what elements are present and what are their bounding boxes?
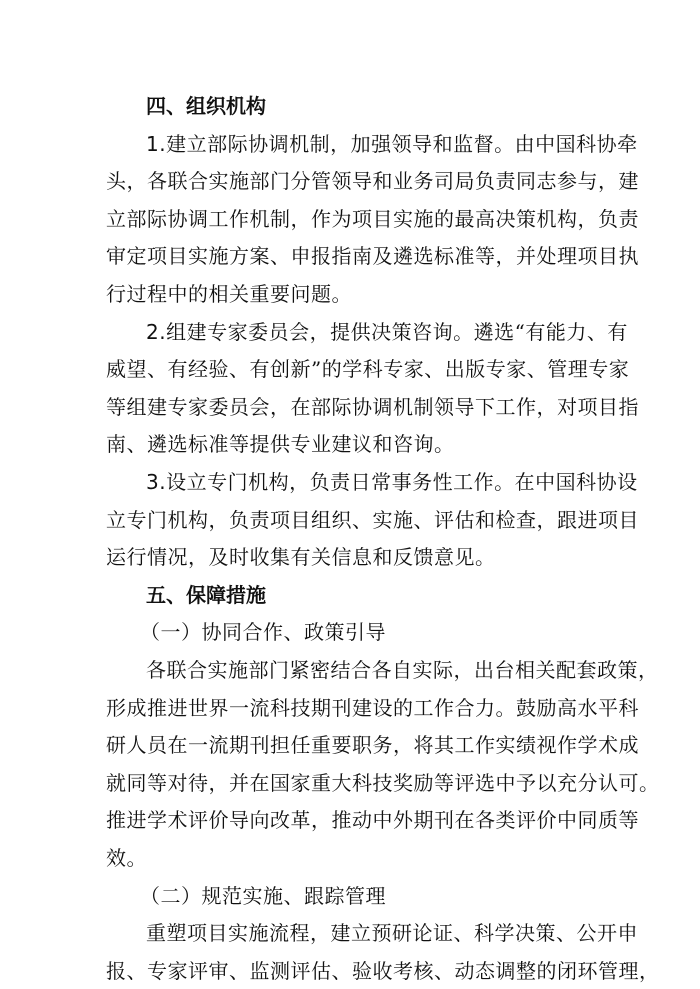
paragraph-2-line-2: 威望、有经验、有创新”的学科专家、出版专家、管理专家 bbox=[106, 357, 630, 381]
subsection-2-line-2: 报、专家评审、监测评估、验收考核、动态调整的闭环管理， bbox=[106, 959, 660, 983]
paragraph-2-line-3: 等组建专家委员会，在部际协调机制领导下工作，对项目指 bbox=[106, 395, 639, 419]
paragraph-2-text: 遴选“有能力、有 bbox=[473, 320, 628, 344]
paragraph-1-text: 由中国科协牵 bbox=[514, 132, 638, 156]
paragraph-3-line-2: 立专门机构，负责项目组织、实施、评估和检查，跟进项目 bbox=[106, 508, 639, 532]
paragraph-1-line-1 bbox=[0, 126, 700, 162]
paragraph-2-line-1 bbox=[0, 314, 700, 350]
section-4-heading: 四、组织机构 bbox=[146, 94, 266, 118]
section-5-heading: 五、保障措施 bbox=[146, 583, 266, 607]
subsection-1-line-2: 形成推进世界一流科技期刊建设的工作合力。鼓励高水平科 bbox=[106, 696, 639, 720]
subsection-1-line-1: 各联合实施部门紧密结合各自实际，出台相关配套政策， bbox=[146, 658, 659, 682]
paragraph-1-line-2: 头，各联合实施部门分管领导和业务司局负责同志参与，建 bbox=[106, 169, 639, 193]
subsection-1-heading: （一）协同合作、政策引导 bbox=[140, 620, 386, 644]
paragraph-1-line-4: 审定项目实施方案、申报指南及遴选标准等，并处理项目执 bbox=[106, 244, 639, 268]
subsection-1-line-4: 就同等对待，并在国家重大科技奖励等评选中予以充分认可。 bbox=[106, 771, 660, 795]
paragraph-3-line-3: 运行情况，及时收集有关信息和反馈意见。 bbox=[106, 545, 496, 569]
paragraph-3-lead: 3.设立专门机构，负责日常事务性工作。 bbox=[146, 470, 515, 494]
subsection-2-heading: （二）规范实施、跟踪管理 bbox=[140, 884, 386, 908]
subsection-1-line-3: 研人员在一流期刊担任重要职务，将其工作实绩视作学术成 bbox=[106, 733, 639, 757]
paragraph-3-text: 在中国科协设 bbox=[514, 470, 638, 494]
subsection-2-line-1: 重塑项目实施流程，建立预研论证、科学决策、公开申 bbox=[146, 921, 638, 945]
paragraph-1-line-3: 立部际协调工作机制，作为项目实施的最高决策机构，负责 bbox=[106, 207, 639, 231]
subsection-1-line-5: 推进学术评价导向改革，推动中外期刊在各类评价中同质等 bbox=[106, 808, 639, 832]
paragraph-2-lead: 2.组建专家委员会，提供决策咨询。 bbox=[146, 320, 474, 344]
paragraph-1-line-5: 行过程中的相关重要问题。 bbox=[106, 282, 352, 306]
subsection-1-line-6: 效。 bbox=[106, 846, 147, 870]
paragraph-3-line-1 bbox=[0, 464, 700, 500]
paragraph-2-line-4: 南、遴选标准等提供专业建议和咨询。 bbox=[106, 432, 455, 456]
paragraph-1-lead: 1.建立部际协调机制，加强领导和监督。 bbox=[146, 132, 515, 156]
